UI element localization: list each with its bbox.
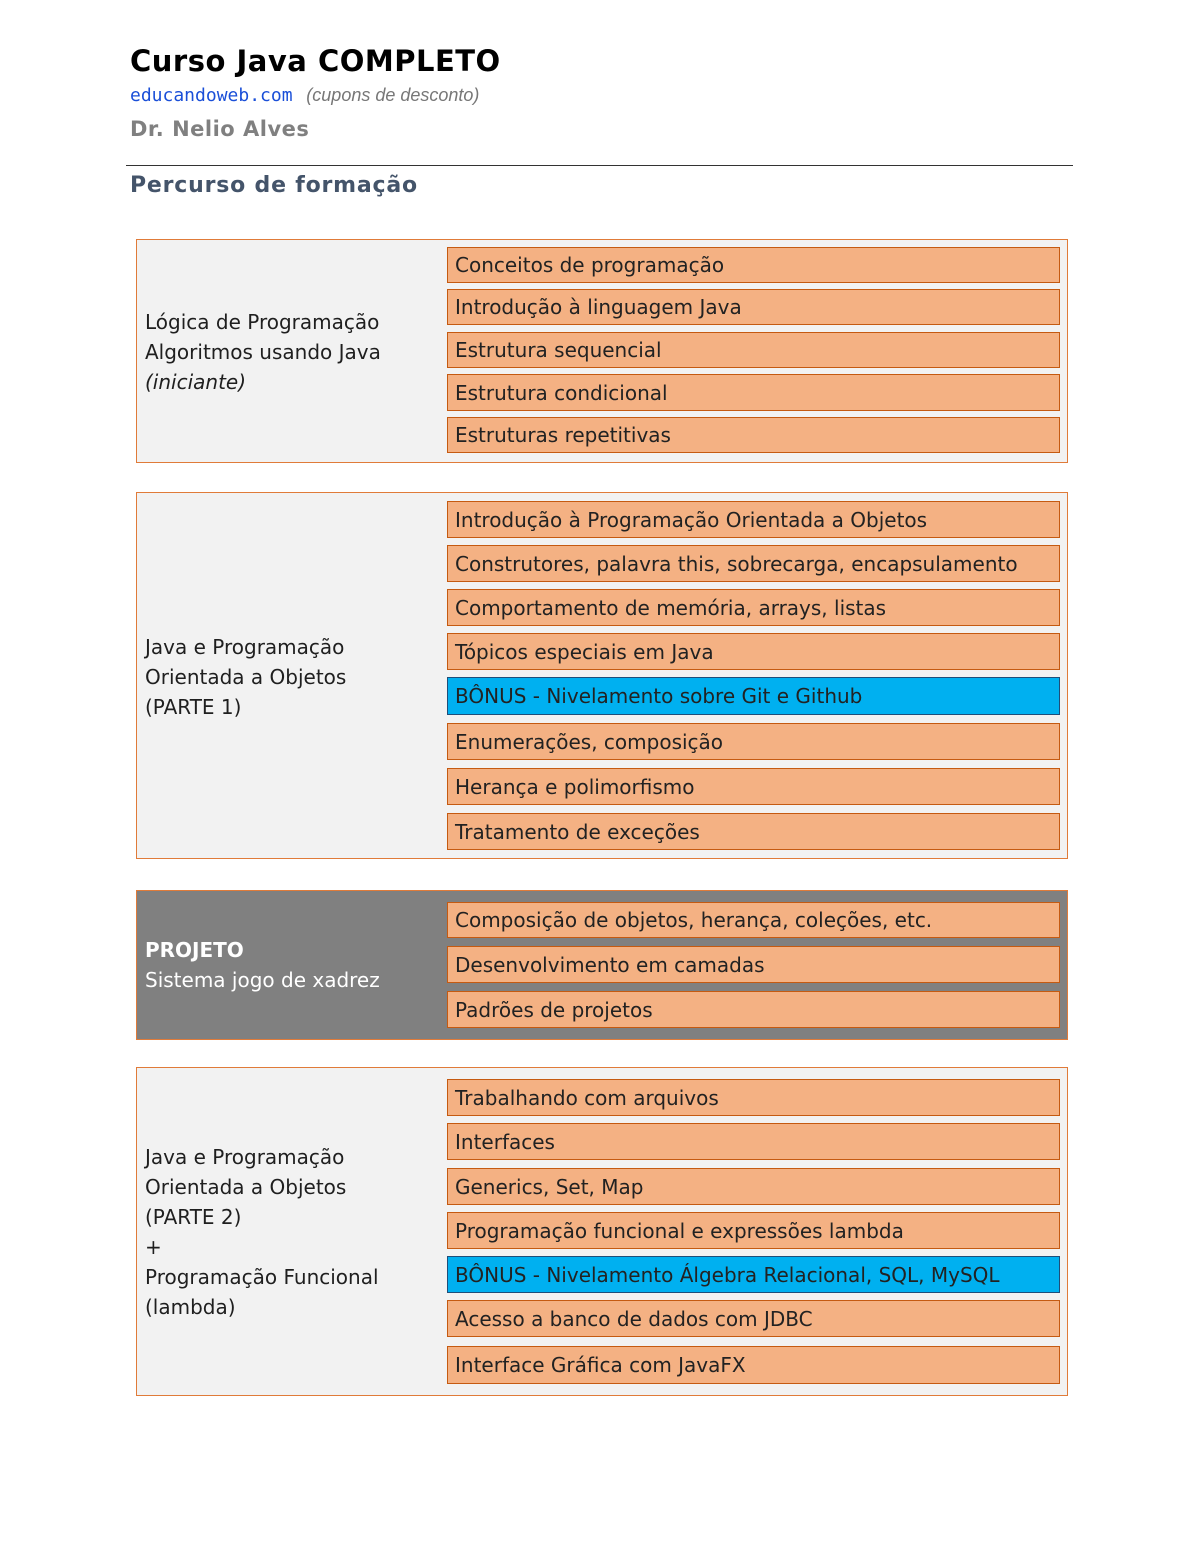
block-projeto (136, 890, 1068, 1040)
topic-item: Trabalhando com arquivos (447, 1079, 1060, 1116)
author-name: Dr. Nelio Alves (130, 117, 310, 141)
label-line: (PARTE 2) (145, 1205, 242, 1229)
section-title: Percurso de formação (130, 173, 418, 198)
topic-item: Interface Gráfica com JavaFX (447, 1346, 1060, 1384)
block-poo-parte2 (136, 1067, 1068, 1396)
topic-item: Interfaces (447, 1123, 1060, 1160)
bonus-topic-item: BÔNUS - Nivelamento sobre Git e Github (447, 677, 1060, 715)
header-divider (126, 165, 1073, 166)
label-line: (lambda) (145, 1295, 236, 1319)
block-label (145, 935, 435, 995)
label-line: Programação Funcional (145, 1265, 379, 1289)
topic-item: Comportamento de memória, arrays, listas (447, 589, 1060, 626)
block-label (145, 632, 435, 722)
label-line: Orientada a Objetos (145, 665, 347, 689)
bonus-topic-item: BÔNUS - Nivelamento Álgebra Relacional, SQL, MySQL (447, 1256, 1060, 1293)
topic-item: Introdução à Programação Orientada a Objetos (447, 501, 1060, 538)
label-line: PROJETO (145, 938, 244, 962)
label-line: Java e Programação (145, 1145, 345, 1169)
block-label (145, 307, 435, 397)
document-title: Curso Java COMPLETO (130, 44, 501, 78)
topic-item: Tratamento de exceções (447, 813, 1060, 850)
topic-item: Tópicos especiais em Java (447, 633, 1060, 670)
topic-item: Conceitos de programação (447, 247, 1060, 283)
topic-item: Herança e polimorfismo (447, 768, 1060, 805)
topic-item: Estruturas repetitivas (447, 417, 1060, 453)
topic-item: Padrões de projetos (447, 991, 1060, 1028)
block-logica (136, 239, 1068, 463)
coupon-note: (cupons de desconto) (306, 85, 480, 105)
topic-item: Introdução à linguagem Java (447, 289, 1060, 325)
topic-item: Enumerações, composição (447, 723, 1060, 760)
topic-item: Estrutura sequencial (447, 332, 1060, 368)
subtitle-line (130, 85, 479, 106)
topic-item: Acesso a banco de dados com JDBC (447, 1300, 1060, 1337)
label-line: (iniciante) (145, 370, 247, 394)
label-line: Lógica de Programação (145, 310, 380, 334)
label-line: Sistema jogo de xadrez (145, 968, 380, 992)
topic-item: Composição de objetos, herança, coleções, etc. (447, 902, 1060, 938)
label-line: + (145, 1235, 162, 1259)
site-link[interactable]: educandoweb.com (130, 85, 293, 106)
block-label (145, 1142, 435, 1322)
topic-item: Generics, Set, Map (447, 1168, 1060, 1205)
label-line: (PARTE 1) (145, 695, 242, 719)
topic-item: Programação funcional e expressões lambda (447, 1212, 1060, 1249)
label-line: Algoritmos usando Java (145, 340, 381, 364)
label-line: Java e Programação (145, 635, 345, 659)
topic-item: Estrutura condicional (447, 374, 1060, 411)
label-line: Orientada a Objetos (145, 1175, 347, 1199)
block-poo-parte1 (136, 492, 1068, 859)
topic-item: Desenvolvimento em camadas (447, 946, 1060, 983)
topic-item: Construtores, palavra this, sobrecarga, encapsulamento (447, 545, 1060, 582)
